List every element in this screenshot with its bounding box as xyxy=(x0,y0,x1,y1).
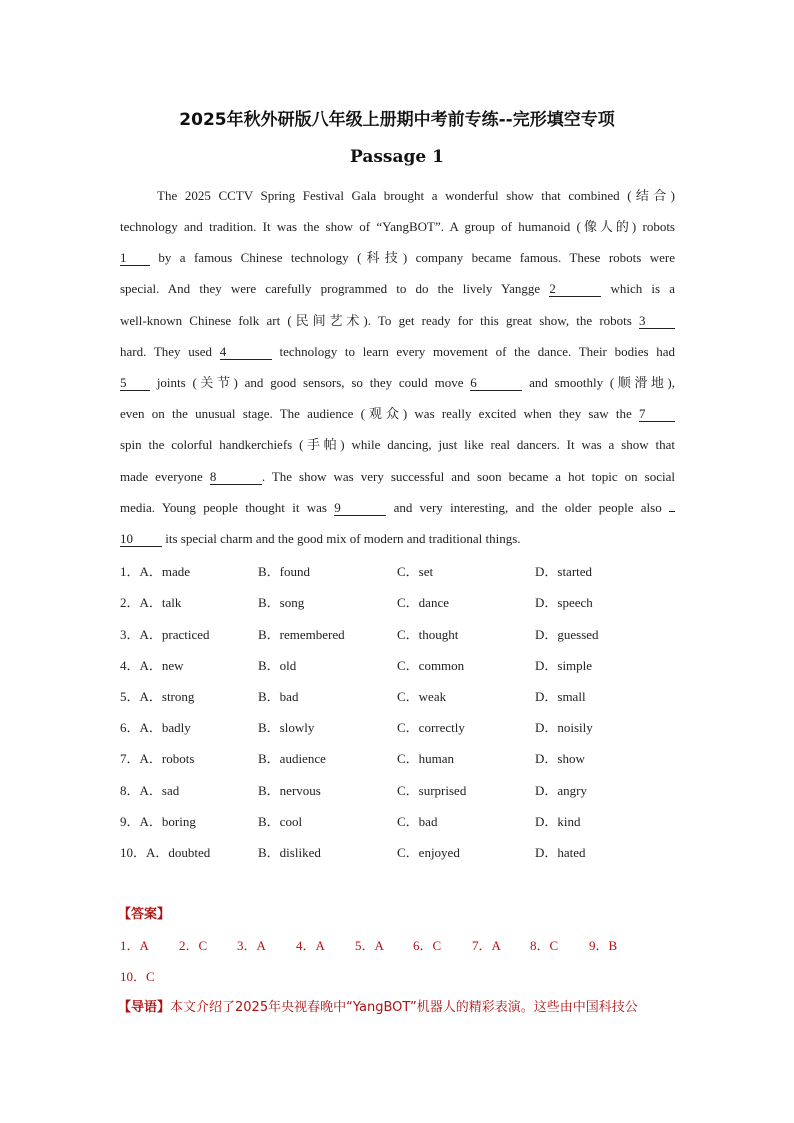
options-row-6 xyxy=(120,717,680,735)
option-c[interactable]: C．human xyxy=(397,751,455,766)
answer-item: 5．A xyxy=(355,938,384,953)
answer-row-2 xyxy=(120,966,320,984)
option-c[interactable]: C．surprised xyxy=(397,783,467,798)
answer-item: 8．C xyxy=(530,938,559,953)
passage-line-5 xyxy=(120,312,675,329)
options-row-9 xyxy=(120,811,680,829)
options-row-1 xyxy=(120,561,680,579)
blank-8[interactable]: 8 xyxy=(210,469,262,485)
blank-10[interactable]: 10 xyxy=(120,531,162,547)
option-c[interactable]: C．common xyxy=(397,658,465,673)
options-row-4 xyxy=(120,655,680,673)
passage-text: joints (关节) and good sensors, so they could move xyxy=(156,375,464,390)
option-b[interactable]: B．disliked xyxy=(258,845,321,860)
passage-line-9 xyxy=(120,436,675,453)
answer-item: 2．C xyxy=(179,938,208,953)
passage-text: technology to learn every movement of the dance. Their bodies had xyxy=(279,344,675,359)
option-d[interactable]: D．small xyxy=(535,689,586,704)
passage-text: its special charm and the good mix of modern and traditional things. xyxy=(165,531,521,546)
option-a[interactable]: 4．A．new xyxy=(120,658,184,673)
answer-item: 3．A xyxy=(237,938,266,953)
answer-item: 7．A xyxy=(472,938,501,953)
option-d[interactable]: D．hated xyxy=(535,845,586,860)
option-c[interactable]: C．correctly xyxy=(397,720,465,735)
guide-paragraph xyxy=(118,996,688,1015)
option-a[interactable]: 2．A．talk xyxy=(120,595,182,610)
passage-text: and smoothly (顺滑地), xyxy=(529,375,676,390)
option-a[interactable]: 7．A．robots xyxy=(120,751,195,766)
passage-line-4 xyxy=(120,280,675,297)
passage-line-1 xyxy=(157,187,675,204)
option-d[interactable]: D．show xyxy=(535,751,585,766)
passage-line-2 xyxy=(120,218,675,235)
blank-3[interactable]: 3 xyxy=(639,313,675,329)
passage-line-7 xyxy=(120,374,675,391)
passage-text: well-known Chinese folk art (民间艺术). To get ready for this great show, the robots xyxy=(120,313,632,328)
blank-7[interactable]: 7 xyxy=(639,406,675,422)
options-row-2 xyxy=(120,592,680,610)
passage-text: even on the unusual stage. The audience (观众) was really excited when they saw the xyxy=(120,406,632,421)
answer-item: 9．B xyxy=(589,938,618,953)
answer-row-1 xyxy=(120,935,680,953)
options-row-10 xyxy=(120,842,680,860)
options-row-7 xyxy=(120,748,680,766)
option-b[interactable]: B．slowly xyxy=(258,720,315,735)
option-a[interactable]: 1．A．made xyxy=(120,564,191,579)
passage-line-6 xyxy=(120,343,675,360)
passage-heading: Passage 1 xyxy=(350,147,444,167)
option-c[interactable]: C．dance xyxy=(397,595,449,610)
passage-text: technology and tradition. It was the show of “YangBOT”. A group of humanoid (像人的) robots xyxy=(120,219,675,234)
passage-text: hard. They used xyxy=(120,344,213,359)
blank-6[interactable]: 6 xyxy=(470,375,522,391)
passage-text: special. And they were carefully programmed to do the lively Yangge xyxy=(120,281,541,296)
answer-item: 1．A xyxy=(120,938,149,953)
option-d[interactable]: D．speech xyxy=(535,595,593,610)
passage-text: The 2025 CCTV Spring Festival Gala brought a wonderful show that combined (结合) xyxy=(157,188,675,203)
blank-9[interactable]: 9 xyxy=(334,500,386,516)
option-c[interactable]: C．weak xyxy=(397,689,447,704)
blank-2[interactable]: 2 xyxy=(549,281,601,297)
option-b[interactable]: B．remembered xyxy=(258,627,345,642)
options-row-5 xyxy=(120,686,680,704)
option-a[interactable]: 9．A．boring xyxy=(120,814,196,829)
passage-line-10 xyxy=(120,468,675,485)
option-b[interactable]: B．cool xyxy=(258,814,303,829)
blank-5[interactable]: 5 xyxy=(120,375,150,391)
options-row-8 xyxy=(120,780,680,798)
passage-text: and very interesting, and the older people also xyxy=(393,500,662,515)
option-d[interactable]: D．guessed xyxy=(535,627,599,642)
option-a[interactable]: 10．A．doubted xyxy=(120,845,211,860)
option-c[interactable]: C．thought xyxy=(397,627,459,642)
blank-4[interactable]: 4 xyxy=(220,344,272,360)
blank-1[interactable]: 1 xyxy=(120,250,150,266)
option-d[interactable]: D．noisily xyxy=(535,720,593,735)
option-b[interactable]: B．audience xyxy=(258,751,326,766)
passage-line-8 xyxy=(120,405,675,422)
option-d[interactable]: D．angry xyxy=(535,783,587,798)
option-b[interactable]: B．bad xyxy=(258,689,299,704)
answer-item: 10．C xyxy=(120,969,155,984)
option-c[interactable]: C．set xyxy=(397,564,434,579)
passage-text: made everyone xyxy=(120,469,203,484)
option-a[interactable]: 6．A．badly xyxy=(120,720,191,735)
passage-line-3 xyxy=(120,249,675,266)
answer-item: 4．A xyxy=(296,938,325,953)
blank-10-start xyxy=(669,511,675,512)
passage-line-11 xyxy=(120,499,675,516)
page-title: 2025年秋外研版八年级上册期中考前专练--完形填空专项 xyxy=(179,110,615,130)
option-a[interactable]: 3．A．practiced xyxy=(120,627,210,642)
option-c[interactable]: C．bad xyxy=(397,814,438,829)
passage-text: which is a xyxy=(610,281,676,296)
option-d[interactable]: D．simple xyxy=(535,658,593,673)
options-row-3 xyxy=(120,624,680,642)
option-d[interactable]: D．started xyxy=(535,564,593,579)
passage-text: . The show was very successful and soon became a hot topic on social xyxy=(261,469,676,484)
option-d[interactable]: D．kind xyxy=(535,814,581,829)
option-b[interactable]: B．song xyxy=(258,595,305,610)
option-b[interactable]: B．found xyxy=(258,564,311,579)
option-c[interactable]: C．enjoyed xyxy=(397,845,460,860)
option-b[interactable]: B．old xyxy=(258,658,297,673)
passage-text: by a famous Chinese technology (科技) company became famous. These robots were xyxy=(158,250,675,265)
answer-item: 6．C xyxy=(413,938,442,953)
option-a[interactable]: 5．A．strong xyxy=(120,689,195,704)
answer-header: 【答案】 xyxy=(118,907,171,922)
option-b[interactable]: B．nervous xyxy=(258,783,321,798)
option-a[interactable]: 8．A．sad xyxy=(120,783,180,798)
passage-text: spin the colorful handkerchiefs (手帕) while dancing, just like real dancers. It was a show that xyxy=(120,437,675,452)
passage-text: media. Young people thought it was xyxy=(120,500,327,515)
passage-line-12 xyxy=(120,530,675,547)
guide-text: 本文介绍了2025年央视春晚中“YangBOT”机器人的精彩表演。这些由中国科技公 xyxy=(170,1000,638,1015)
guide-label: 【导语】 xyxy=(118,1000,171,1015)
